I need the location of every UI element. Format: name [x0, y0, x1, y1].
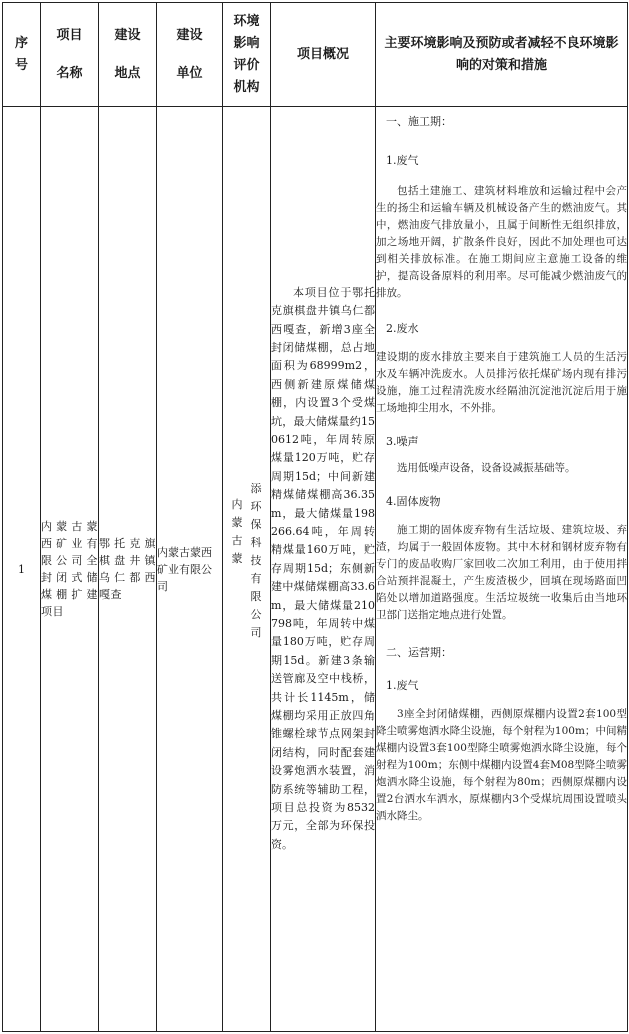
- cell-overview: 本项目位于鄂托克旗棋盘井镇乌仁都西嘎查，新增3座全封闭储煤棚，总占地面积为68999m2，西侧新建原煤储煤棚，内设置3个受煤坑，最大储煤量约150612吨，年周转原煤量120万吨，贮存周期15d；中间新建精煤储煤棚高36.35m，最大储煤量198266.64吨，年周转精煤量160万吨，贮存周期15d；东侧新建中煤储煤棚高33.6m，最大储煤量210798吨，年周转中煤量180万吨，贮存周期15d。新建3条输送管廊及空中栈桥，共计长1145m，储煤棚均采用正放四角锥螺栓球节点网架封闭结构，同时配套建设雾炮洒水装置，消防系统等辅助工程，项目总投资为8532万元，全部为环保投资。: [271, 107, 376, 1032]
- cell-agency: [223, 107, 271, 1032]
- c-water-text: 建设期的废水排放主要来自于建筑施工人员的生活污水及车辆冲洗废水。人员排污依托煤矿场内现有排污设施，施工过程清洗废水经隔油沉淀池沉淀后用于施工场地抑尘用水，不外排。: [376, 351, 627, 414]
- header-name: 项目 名称: [41, 3, 99, 107]
- header-unit: 建设 单位: [157, 3, 223, 107]
- cell-location: 鄂托克旗棋盘井镇乌仁都西嘎查: [99, 107, 157, 1032]
- construction-heading: 一、施工期：: [386, 115, 452, 128]
- project-table: [2, 2, 628, 1032]
- c-noise-text: 选用低噪声设备，设备设减振基础等。: [397, 462, 576, 474]
- c-gas-text: 包括土建施工、建筑材料堆放和运输过程中会产生的扬尘和运输车辆及机械设备产生的燃油废气。其中，燃油废气排放量小，且属于间断性无组织排放，加之场地开阔，扩散条件良好，因此不加处理也可达到相关排放标准。在施工期间应主意施工设备的维护，提高设备原料的利用率。尽可能减少燃油废气的排放。: [376, 185, 627, 299]
- header-seq: 序 号: [3, 3, 41, 107]
- header-row: [3, 3, 628, 107]
- c-water-title: 2.废水: [386, 322, 419, 335]
- cell-project-name: 内蒙古蒙西矿业有限公司全封闭式储煤棚扩建项目: [41, 107, 99, 1032]
- agency-col-2: 添环保科技有限公司: [250, 482, 262, 639]
- header-measures: 主要环境影响及预防或者减轻不良环境影响的对策和措施: [376, 3, 628, 107]
- agency-col-1: 内蒙古蒙: [231, 498, 243, 565]
- cell-unit: 内蒙古蒙西矿业有限公司: [157, 107, 223, 1032]
- cell-seq: 1: [3, 107, 41, 1032]
- c-solid-text: 施工期的固体废弃物有生活垃圾、建筑垃圾、弃渣，均属于一般固体废物。其中木材和钢材废弃物有专门的废品收购厂家回收二次加工利用，由于使用拌合站预拌混凝土，产生废渣极少，回填在现场路面凹陷处以增加道路强度。生活垃圾统一收集后由当地环卫部门送指定地点进行处置。: [376, 524, 627, 621]
- header-agency: 环境 影响 评价 机构: [223, 3, 271, 107]
- c-solid-title: 4.固体废物: [386, 495, 441, 508]
- c-gas-title: 1.废气: [386, 154, 419, 167]
- table-row: [3, 107, 628, 1032]
- operation-heading: 二、运营期：: [386, 646, 452, 659]
- c-noise-title: 3.噪声: [386, 435, 419, 448]
- header-overview: 项目概况: [271, 3, 376, 107]
- o-gas-title: 1.废气: [386, 679, 419, 692]
- cell-measures: [376, 107, 628, 1032]
- header-location: 建设 地点: [99, 3, 157, 107]
- o-gas-text: 3座全封闭储煤棚，西侧原煤棚内设置2套100型降尘喷雾炮洒水降尘设施，每个射程为100m；中间精煤棚内设置3套100型降尘喷雾炮洒水降尘设施，每个射程为100m；东侧中煤棚内设置4套M08型降尘喷雾炮洒水降尘设施，每个射程为80m；西侧原煤棚内设置2台洒水车洒水，原煤棚内3个受煤坑周围设置喷头洒水降尘。: [376, 708, 627, 822]
